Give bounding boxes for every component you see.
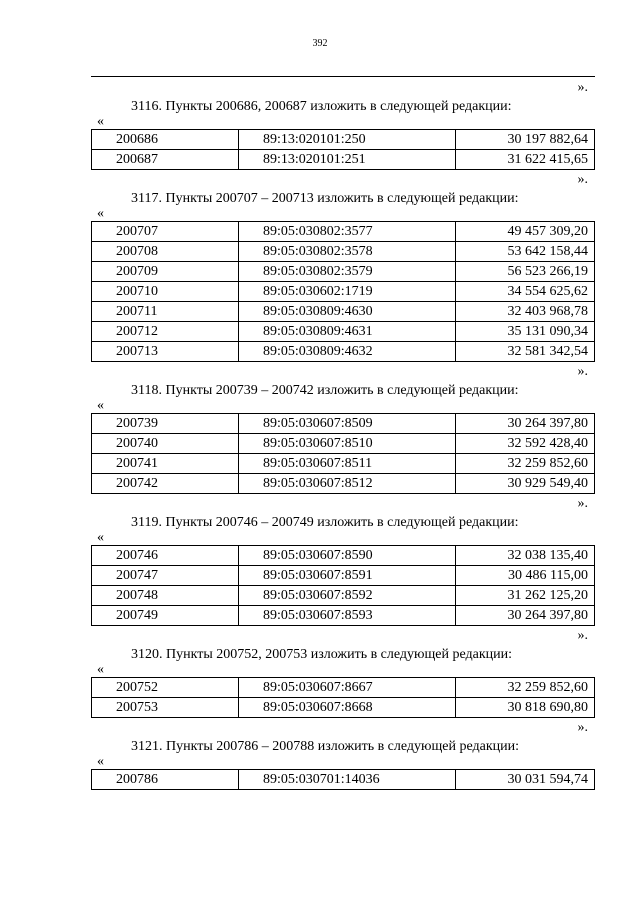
- cadastral-number-cell: 89:05:030809:4631: [239, 322, 456, 342]
- table-row: [92, 414, 595, 434]
- table-row: [92, 434, 595, 454]
- items-table: [91, 677, 595, 718]
- table-row: [92, 130, 595, 150]
- amendment-instruction: 3120. Пункты 200752, 200753 изложить в следующей редакции:: [131, 647, 513, 662]
- value-cell: 30 929 549,40: [456, 474, 595, 494]
- opening-quote: «: [97, 114, 104, 129]
- item-number-cell: 200746: [92, 546, 239, 566]
- item-number-cell: 200753: [92, 698, 239, 718]
- value-cell: 32 259 852,60: [456, 678, 595, 698]
- document-body: [91, 78, 595, 790]
- item-number-cell: 200712: [92, 322, 239, 342]
- cadastral-number-cell: 89:05:030607:8592: [239, 586, 456, 606]
- opening-quote: «: [97, 206, 104, 221]
- item-number-cell: 200747: [92, 566, 239, 586]
- amendment-instruction: 3117. Пункты 200707 – 200713 изложить в следующей редакции:: [131, 191, 519, 206]
- item-number-cell: 200686: [92, 130, 239, 150]
- table-row: [92, 342, 595, 362]
- value-cell: 30 264 397,80: [456, 414, 595, 434]
- closing-quote: ».: [577, 80, 588, 95]
- table-row: [92, 586, 595, 606]
- item-number-cell: 200707: [92, 222, 239, 242]
- value-cell: 56 523 266,19: [456, 262, 595, 282]
- cadastral-number-cell: 89:05:030607:8510: [239, 434, 456, 454]
- item-number-cell: 200713: [92, 342, 239, 362]
- cadastral-number-cell: 89:05:030607:8511: [239, 454, 456, 474]
- table-row: [92, 678, 595, 698]
- cadastral-number-cell: 89:05:030809:4632: [239, 342, 456, 362]
- table-row: [92, 770, 595, 790]
- value-cell: 30 486 115,00: [456, 566, 595, 586]
- cadastral-number-cell: 89:05:030802:3577: [239, 222, 456, 242]
- closing-quote: ».: [577, 172, 588, 187]
- table-row: [92, 262, 595, 282]
- cadastral-number-cell: 89:05:030701:14036: [239, 770, 456, 790]
- item-number-cell: 200786: [92, 770, 239, 790]
- table-row: [92, 474, 595, 494]
- items-table: [91, 769, 595, 790]
- closing-quote: ».: [577, 496, 588, 511]
- amendment-instruction: 3121. Пункты 200786 – 200788 изложить в следующей редакции:: [131, 739, 520, 754]
- items-table: [91, 221, 595, 362]
- items-table: [91, 413, 595, 494]
- item-number-cell: 200742: [92, 474, 239, 494]
- item-number-cell: 200748: [92, 586, 239, 606]
- opening-quote: «: [97, 398, 104, 413]
- cadastral-number-cell: 89:13:020101:250: [239, 130, 456, 150]
- value-cell: 49 457 309,20: [456, 222, 595, 242]
- item-number-cell: 200687: [92, 150, 239, 170]
- value-cell: 30 818 690,80: [456, 698, 595, 718]
- cadastral-number-cell: 89:05:030602:1719: [239, 282, 456, 302]
- cadastral-number-cell: 89:05:030607:8509: [239, 414, 456, 434]
- item-number-cell: 200709: [92, 262, 239, 282]
- cadastral-number-cell: 89:13:020101:251: [239, 150, 456, 170]
- item-number-cell: 200711: [92, 302, 239, 322]
- cadastral-number-cell: 89:05:030802:3579: [239, 262, 456, 282]
- item-number-cell: 200739: [92, 414, 239, 434]
- table-row: [92, 150, 595, 170]
- value-cell: 34 554 625,62: [456, 282, 595, 302]
- table-row: [92, 566, 595, 586]
- value-cell: 35 131 090,34: [456, 322, 595, 342]
- table-row: [92, 302, 595, 322]
- amendment-instruction: 3116. Пункты 200686, 200687 изложить в следующей редакции:: [131, 99, 512, 114]
- table-row: [92, 698, 595, 718]
- closing-quote: ».: [577, 720, 588, 735]
- items-table: [91, 545, 595, 626]
- amendment-instruction: 3118. Пункты 200739 – 200742 изложить в следующей редакции:: [131, 383, 519, 398]
- table-row: [92, 606, 595, 626]
- cadastral-number-cell: 89:05:030607:8590: [239, 546, 456, 566]
- value-cell: 30 197 882,64: [456, 130, 595, 150]
- item-number-cell: 200710: [92, 282, 239, 302]
- table-row: [92, 242, 595, 262]
- value-cell: 31 622 415,65: [456, 150, 595, 170]
- item-number-cell: 200752: [92, 678, 239, 698]
- item-number-cell: 200749: [92, 606, 239, 626]
- cadastral-number-cell: 89:05:030607:8512: [239, 474, 456, 494]
- value-cell: 32 592 428,40: [456, 434, 595, 454]
- closing-quote: ».: [577, 364, 588, 379]
- cadastral-number-cell: 89:05:030607:8667: [239, 678, 456, 698]
- cadastral-number-cell: 89:05:030809:4630: [239, 302, 456, 322]
- value-cell: 31 262 125,20: [456, 586, 595, 606]
- closing-quote: ».: [577, 628, 588, 643]
- table-row: [92, 282, 595, 302]
- value-cell: 53 642 158,44: [456, 242, 595, 262]
- item-number-cell: 200708: [92, 242, 239, 262]
- value-cell: 32 403 968,78: [456, 302, 595, 322]
- page-number: 392: [312, 38, 328, 49]
- top-rule: [91, 76, 595, 77]
- amendment-instruction: 3119. Пункты 200746 – 200749 изложить в следующей редакции:: [131, 515, 519, 530]
- item-number-cell: 200741: [92, 454, 239, 474]
- opening-quote: «: [97, 754, 104, 769]
- value-cell: 30 031 594,74: [456, 770, 595, 790]
- table-row: [92, 322, 595, 342]
- cadastral-number-cell: 89:05:030802:3578: [239, 242, 456, 262]
- cadastral-number-cell: 89:05:030607:8591: [239, 566, 456, 586]
- cadastral-number-cell: 89:05:030607:8668: [239, 698, 456, 718]
- value-cell: 32 038 135,40: [456, 546, 595, 566]
- value-cell: 30 264 397,80: [456, 606, 595, 626]
- table-row: [92, 546, 595, 566]
- value-cell: 32 259 852,60: [456, 454, 595, 474]
- table-row: [92, 222, 595, 242]
- items-table: [91, 129, 595, 170]
- opening-quote: «: [97, 662, 104, 677]
- table-row: [92, 454, 595, 474]
- opening-quote: «: [97, 530, 104, 545]
- cadastral-number-cell: 89:05:030607:8593: [239, 606, 456, 626]
- item-number-cell: 200740: [92, 434, 239, 454]
- value-cell: 32 581 342,54: [456, 342, 595, 362]
